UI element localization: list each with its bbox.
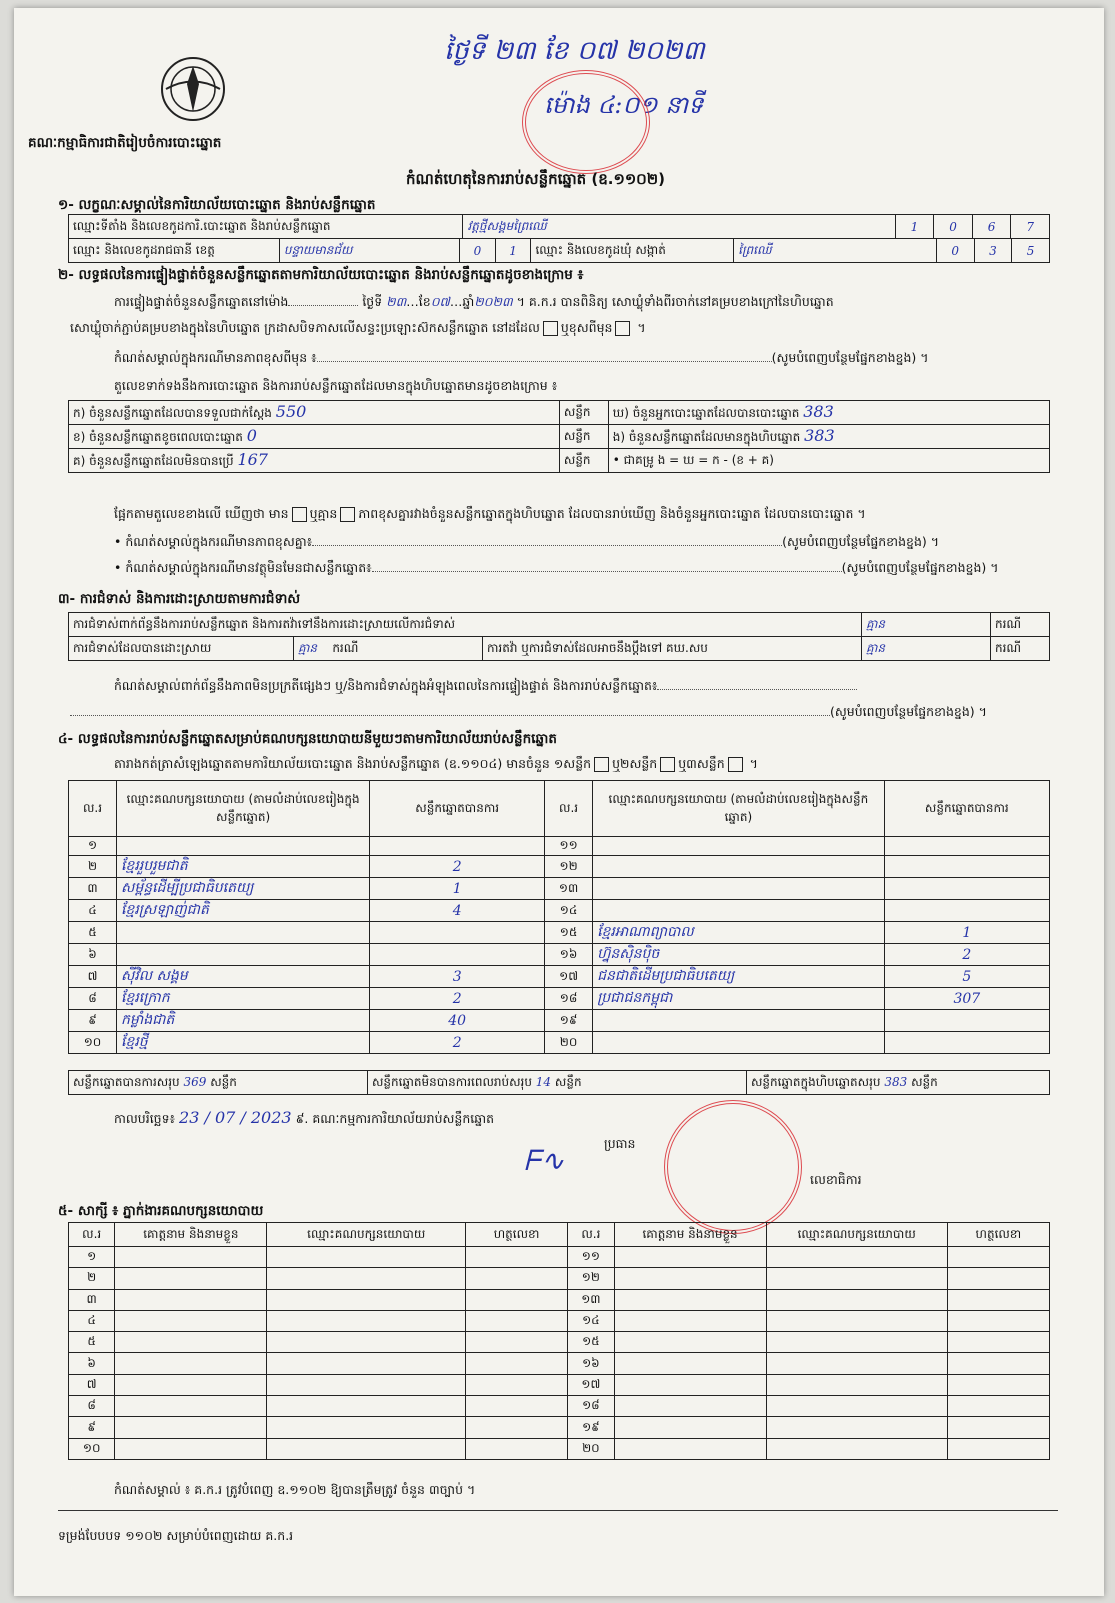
station-info-table: ឈ្មោះទីតាំង និងលេខកូដការិ.បោះឆ្នោត និងរាប់សន្លឹកឆ្នោត វត្តថ្មីសង្គមព្រៃឈើ 1 0 6 7 <box>68 214 1050 239</box>
result-row: ៩ កម្លាំងជាតិ 40 ១៩ <box>69 1010 1050 1032</box>
party-name <box>593 1032 885 1054</box>
red-seal-bottom <box>664 1100 802 1234</box>
party-results-table: ល.រ ឈ្មោះគណបក្សនយោបាយ (តាមលំដាប់លេខរៀងក្នុងសន្លឹកឆ្នោត) សន្លឹកឆ្នោតបានការ ល.រ ឈ្មោះគណបក្សនយោបាយ (តាមលំដាប់លេខរៀងក្នុងសន្លឹកឆ្នោត) សន្លឹកឆ្នោតបានការ ១ ១១ ២ ខ្មែររួបរួមជាតិ 2 ១២ ៣ សម្ព័ន្ធដើម្បីប្រជាធិបតេយ្យ 1 ១៣ ៤ ខ្មែរស្រឡាញ់ជាតិ 4 ១៤ ៥ ១៥ ខ្មែរអាណាព្យាបាល 1 ៦ ១៦ ហ្វ៊ុនស៊ិនប៉ិច 2 ៧ ស៊ីវិល សង្គម 3 ១៧ ជនជាតិដើមប្រជាធិបតេយ្យ 5 ៨ ខ្មែរក្រោក 2 ១៨ ប្រជាជនកម្ពុជា 307 ៩ កម្លាំងជាតិ 40 ១៩ ១០ ខ្មែរថ្មី 2 ២០ <box>68 780 1050 1054</box>
party-name: ខ្មែរថ្មី <box>116 1032 369 1054</box>
vote-count <box>370 922 545 944</box>
committee-name: គណៈកម្មាធិការជាតិរៀបចំការបោះឆ្នោត <box>28 135 222 151</box>
vote-count: 307 <box>884 988 1049 1010</box>
witness-row: ៦ ១៦ <box>69 1353 1050 1374</box>
party-name: ជនជាតិដើមប្រជាធិបតេយ្យ <box>593 966 885 988</box>
vote-count: 3 <box>370 966 545 988</box>
party-name <box>593 1010 885 1032</box>
section-2-intro: តួលេខទាក់ទងនឹងការបោះឆ្នោត និងការរាប់សន្លឹកឆ្នោតដែលមានក្នុងហិបឆ្នោតមានដូចខាងក្រោម ៖ <box>114 378 558 393</box>
result-row: ៧ ស៊ីវិល សង្គម 3 ១៧ ជនជាតិដើមប្រជាធិបតេយ្យ 5 <box>69 966 1050 988</box>
party-name <box>116 944 369 966</box>
vote-count: 4 <box>370 900 545 922</box>
party-name <box>593 856 885 878</box>
complaints-table: ការជំទាស់ពាក់ព័ន្ធនឹងការរាប់សន្លឹកឆ្នោត និងការតវ៉ាទៅនឹងការដោះស្រាយលើការជំទាស់ គ្មាន ករណី ការជំទាស់ដែលបានដោះស្រាយ គ្មាន ករណី ការតវ៉ា ឬការជំទាស់ដែលអាចនឹងប្ដឹងទៅ គឃ.សប គ្មាន ករណី <box>68 612 1050 661</box>
result-row: ១០ ខ្មែរថ្មី 2 ២០ <box>69 1032 1050 1054</box>
ballot-count-form-sheet: គណៈកម្មាធិការជាតិរៀបចំការបោះឆ្នោត ថ្ងៃទី ២៣ ខែ ០៧ ២០២៣ ម៉ោង ៤:០១ នាទី កំណត់ហេតុនៃការរាប់សន្លឹកឆ្នោត (ឧ.១១០២) ១- លក្ខណៈសម្គាល់នៃការិយាល័យបោះឆ្នោត និងរាប់សន្លឹកឆ្នោត ឈ្មោះទីតាំង និងលេខកូដការិ.បោះឆ្នោត និងរាប់សន្លឹកឆ្នោត វត្តថ្មីសង្គមព្រៃឈើ 1 0 6 7 ឈ្មោះ និងលេខកូដរាជធានី ខេត្ត បន្ទាយមានជ័យ 0 1 ឈ្មោះ និងលេខកូដឃុំ សង្កាត់ ព្រៃឈើ 0 3 5 ២- លទ្ធផលនៃការផ្ទៀងផ្ទាត់ចំនួនសន្លឹកឆ្នោតតាមការិយាល័យបោះឆ្នោត និងរាប់សន្លឹកឆ្នោតដូចខាងក្រោម ៖ ការផ្ទៀងផ្ទាត់ចំនួនសន្លឹកឆ្នោតនៅម៉ោង ថ្ងៃទី ២៣…ខែ០៧…ឆ្នាំ២០២៣ ។ គ.ក.រ បានពិនិត្យ សោឃ្លុំទាំងពីរចាក់នៅគម្របខាងក្រៅនៃហិបឆ្នោត សោឃ្លុំចាក់ភ្ជាប់គម្របខាងក្នុងនៃហិបឆ្នោត ក្រដាសបិទភាសលើសន្ទះប្រឡោះស៊កសន្លឹកឆ្នោត នៅដដែល ឬខុសពីមុន ។ កំណត់សម្គាល់ក្នុងករណីមានភាពខុសពីមុន ៖ (សូមបំពេញបន្ថែមផ្នែកខាងខ្នង) ។ តួលេខទាក់ទងនឹងការបោះឆ្នោត និងការរាប់សន្លឹកឆ្នោតដែលមានក្នុងហិបឆ្នោតមានដូចខាងក្រោម ៖ ក) ចំនួនសន្លឹកឆ្នោតដែលបានទទួលជាក់ស្តែង 550 សន្លឹក ឃ) ចំនួនអ្នកបោះឆ្នោតដែលបានបោះឆ្នោត 383 ខ) ចំនួនសន្លឹកឆ្នោតខូចពេលបោះឆ្នោត 0 សន្លឹក ង) ចំនួនសន្លឹកឆ្នោតដែលមានក្នុងហិបឆ្នោត 383 គ) ចំនួនសន្លឹកឆ្នោតដែលមិនបានប្រើ 167 សន្លឹក • ជាគម្រូ ង = ឃ = ក - (ខ + គ) ផ្អែកតាមតួលេខខាងលើ ឃើញថា មាន ឬគ្មាន ភាពខុសគ្នារវាងចំនួនសន្លឹកឆ្នោតក្នុងហិបឆ្នោត ដែលបានរាប់ឃើញ និងចំនួនអ្នកបោះឆ្នោត ដែលបានបោះឆ្នោត ។ • កំណត់សម្គាល់ក្នុងករណីមានភាពខុសគ្នា៖ (សូមបំពេញបន្ថែមផ្នែកខាងខ្នង) ។ • កំណត់សម្គាល់ក្នុងករណីមានវត្ថុមិនមែនជាសន្លឹកឆ្នោត៖ (សូមបំពេញបន្ថែមផ្នែកខាងខ្នង) ។ ៣- ការជំទាស់ និងការដោះស្រាយតាមការជំទាស់ ការជំទាស់ពាក់ព័ន្ធនឹងការរាប់សន្លឹកឆ្នោត និងការតវ៉ាទៅនឹងការដោះស្រាយលើការជំទាស់ គ្មាន ករណី ការជំទាស់ដែលបានដោះស្រាយ គ្មាន ករណី ការតវ៉ា ឬការជំទាស់ដែលអាចនឹងប្ដឹងទៅ គឃ.សប គ្មាន ករណី កំណត់សម្គាល់ពាក់ព័ន្ធនឹងភាពមិនប្រក្រតីផ្សេងៗ ឬ/និងការជំទាស់ក្នុងអំឡុងពេលនៃការផ្ទៀងផ្ទាត់ និងការរាប់សន្លឹកឆ្នោត៖ (សូមបំពេញបន្ថែមផ្នែកខាងខ្នង) ។ ៤- លទ្ធផលនៃការរាប់សន្លឹកឆ្នោតសម្រាប់គណបក្សនយោបាយនីមួយៗតាមការិយាល័យរាប់សន្លឹកឆ្នោត តារាងកត់ត្រាសំឡេងឆ្នោតតាមការិយាល័យបោះឆ្នោត និងរាប់សន្លឹកឆ្នោត (ឧ.១១០៤) មានចំនួន ១សន្លឹក ឬ២សន្លឹក ឬ៣សន្លឹក ។ ល.រ ឈ្មោះគណបក្សនយោបាយ (តាមលំដាប់លេខរៀងក្នុងសន្លឹកឆ្នោត) សន្លឹកឆ្នោតបានការ ល.រ ឈ្មោះគណបក្សនយោបាយ (តាមលំដាប់លេខរៀងក្នុងសន្លឹកឆ្នោត) សន្លឹកឆ្នោតបានការ ១ ១១ ២ ខ្មែររួបរួមជាតិ 2 ១២ ៣ សម្ព័ន្ធដើម្បីប្រជាធិបតេយ្យ 1 ១៣ ៤ ខ្មែរស្រឡាញ់ជាតិ 4 ១៤ ៥ ១៥ ខ្មែរអាណាព្យាបាល 1 ៦ ១៦ ហ្វ៊ុនស៊ិនប៉ិច 2 ៧ ស៊ីវិល សង្គម 3 ១៧ ជនជាតិដើមប្រជាធិបតេយ្យ 5 ៨ ខ្មែរក្រោក 2 ១៨ ប្រជាជនកម្ពុជា 307 ៩ កម្លាំងជាតិ 40 ១៩ ១០ ខ្មែរថ្មី 2 ២០ សន្លឹកឆ្នោតបានការសរុប 369 សន្លឹក សន្លឹកឆ្នោតមិនបានការពេលរាប់សរុប 14 សន្លឹក សន្លឹកឆ្នោតក្នុងហិបឆ្នោតសរុប 383 សន្លឹក កាលបរិច្ឆេទ៖ 23 / 07 / 2023 ៩. គណៈកម្មការការិយាល័យរាប់សន្លឹកឆ្នោត ប្រធាន ᖴ∿ លេខាធិការ ៥- សាក្សី ៖ ភ្នាក់ងារគណបក្សនយោបាយ ល.រ គោត្តនាម និងនាមខ្លួន ឈ្មោះគណបក្សនយោបាយ ហត្ថលេខា ល.រ គោត្តនាម និងនាមខ្លួន ឈ្មោះគណបក្សនយោបាយ ហត្ថលេខា ១ ១១ ២ ១២ ៣ ១៣ ៤ ១៤ ៥ ១៥ ៦ ១៦ ៧ ១៧ ៨ ១៨ ៩ ១៩ ១០ ២០ កំណត់សម្គាល់ ៖ គ.ក.រ ត្រូវបំពេញ ឧ.១១០២ ឱ្យបានត្រឹមត្រូវ ចំនួន ៣ច្បាប់ ។ ទម្រង់បែបបទ ១១០២ សម្រាប់បំពេញដោយ គ.ក.រ <box>14 8 1104 1596</box>
witness-row: ៧ ១៧ <box>69 1374 1050 1395</box>
vote-count: 1 <box>370 878 545 900</box>
party-name <box>593 837 885 856</box>
party-name: ប្រជាជនកម្ពុជា <box>593 988 885 1010</box>
red-seal-top <box>522 70 650 174</box>
party-name: ខ្មែរស្រឡាញ់ជាតិ <box>116 900 369 922</box>
result-row: ៦ ១៦ ហ្វ៊ុនស៊ិនប៉ិច 2 <box>69 944 1050 966</box>
witness-row: ៣ ១៣ <box>69 1289 1050 1310</box>
station-name-label: ឈ្មោះទីតាំង និងលេខកូដការិ.បោះឆ្នោត និងរាប់សន្លឹកឆ្នោត <box>69 215 463 239</box>
checkbox-has[interactable] <box>292 507 307 522</box>
nec-emblem-icon <box>154 54 232 124</box>
section-2-line-2: សោឃ្លុំចាក់ភ្ជាប់គម្របខាងក្នុងនៃហិបឆ្នោត ក្រដាសបិទភាសលើសន្ទះប្រឡោះស៊កសន្លឹកឆ្នោត នៅដដែល ឬខុសពីមុន ។ <box>70 320 646 335</box>
signature-chair: ᖴ∿ <box>524 1144 565 1177</box>
handwritten-date-top: ថ្ងៃទី ២៣ ខែ ០៧ ២០២៣ <box>444 36 705 66</box>
result-row: ៣ សម្ព័ន្ធដើម្បីប្រជាធិបតេយ្យ 1 ១៣ <box>69 878 1050 900</box>
result-row: ៤ ខ្មែរស្រឡាញ់ជាតិ 4 ១៤ <box>69 900 1050 922</box>
result-row: ៨ ខ្មែរក្រោក 2 ១៨ ប្រជាជនកម្ពុជា 307 <box>69 988 1050 1010</box>
party-name <box>593 878 885 900</box>
vote-count: 5 <box>884 966 1049 988</box>
party-name <box>593 900 885 922</box>
witness-table: ល.រ គោត្តនាម និងនាមខ្លួន ឈ្មោះគណបក្សនយោបាយ ហត្ថលេខា ល.រ គោត្តនាម និងនាមខ្លួន ឈ្មោះគណបក្សនយោបាយ ហត្ថលេខា ១ ១១ ២ ១២ ៣ ១៣ ៤ ១៤ ៥ ១៥ ៦ ១៦ ៧ ១៧ ៨ ១៨ ៩ ១៩ ១០ ២០ <box>68 1222 1050 1460</box>
vote-count <box>884 856 1049 878</box>
party-name: ខ្មែររួបរួមជាតិ <box>116 856 369 878</box>
station-name-value: វត្តថ្មីសង្គមព្រៃឈើ <box>463 215 895 239</box>
vote-count: 2 <box>370 988 545 1010</box>
result-row: ១ ១១ <box>69 837 1050 856</box>
witness-row: ៤ ១៤ <box>69 1310 1050 1331</box>
vote-count <box>884 1032 1049 1054</box>
party-name: សម្ព័ន្ធដើម្បីប្រជាធិបតេយ្យ <box>116 878 369 900</box>
vote-count: 1 <box>884 922 1049 944</box>
checkbox-none[interactable] <box>340 507 355 522</box>
vote-count <box>884 837 1049 856</box>
witness-row: ៨ ១៨ <box>69 1396 1050 1417</box>
party-name: ខ្មែរក្រោក <box>116 988 369 1010</box>
vote-count: 2 <box>370 1032 545 1054</box>
witness-row: ២ ១២ <box>69 1268 1050 1289</box>
section-3-title: ៣- ការជំទាស់ និងការដោះស្រាយតាមការជំទាស់ <box>58 591 301 607</box>
vote-count <box>370 944 545 966</box>
checkbox-same[interactable] <box>543 321 558 336</box>
party-name: កម្លាំងជាតិ <box>116 1010 369 1032</box>
vote-count <box>370 837 545 856</box>
check-line: ផ្អែកតាមតួលេខខាងលើ ឃើញថា មាន ឬគ្មាន ភាពខុសគ្នារវាងចំនួនសន្លឹកឆ្នោតក្នុងហិបឆ្នោត ដែលបានរាប់ឃើញ និងចំនួនអ្នកបោះឆ្នោត ដែលបានបោះឆ្នោត ។ <box>114 506 866 521</box>
section-5-title: ៥- សាក្សី ៖ ភ្នាក់ងារគណបក្សនយោបាយ <box>58 1203 264 1219</box>
result-row: ៥ ១៥ ខ្មែរអាណាព្យាបាល 1 <box>69 922 1050 944</box>
counts-table: ក) ចំនួនសន្លឹកឆ្នោតដែលបានទទួលជាក់ស្តែង 550 សន្លឹក ឃ) ចំនួនអ្នកបោះឆ្នោតដែលបានបោះឆ្នោត 383 ខ) ចំនួនសន្លឹកឆ្នោតខូចពេលបោះឆ្នោត 0 សន្លឹក ង) ចំនួនសន្លឹកឆ្នោតដែលមានក្នុងហិបឆ្នោត 383 គ) ចំនួនសន្លឹកឆ្នោតដែលមិនបានប្រើ 167 សន្លឹក • ជាគម្រូ ង = ឃ = ក - (ខ + គ) <box>68 400 1050 473</box>
witness-row: ៥ ១៥ <box>69 1332 1050 1353</box>
section-2-line-1: ការផ្ទៀងផ្ទាត់ចំនួនសន្លឹកឆ្នោតនៅម៉ោង ថ្ងៃទី ២៣…ខែ០៧…ឆ្នាំ២០២៣ ។ គ.ក.រ បានពិនិត្យ សោឃ្លុំទាំងពីរចាក់នៅគម្របខាងក្រៅនៃហិបឆ្នោត <box>114 294 834 309</box>
party-name: ហ្វ៊ុនស៊ិនប៉ិច <box>593 944 885 966</box>
party-name <box>116 837 369 856</box>
witness-row: ១០ ២០ <box>69 1438 1050 1459</box>
checkbox-different[interactable] <box>615 321 630 336</box>
witness-row: ១ ១១ <box>69 1247 1050 1268</box>
vote-count: 40 <box>370 1010 545 1032</box>
section-1-title: ១- លក្ខណៈសម្គាល់នៃការិយាល័យបោះឆ្នោត និងរាប់សន្លឹកឆ្នោត <box>58 197 376 213</box>
section-2-note: កំណត់សម្គាល់ក្នុងករណីមានភាពខុសពីមុន ៖ (សូមបំពេញបន្ថែមផ្នែកខាងខ្នង) ។ <box>114 350 929 365</box>
section-2-title: ២- លទ្ធផលនៃការផ្ទៀងផ្ទាត់ចំនួនសន្លឹកឆ្នោតតាមការិយាល័យបោះឆ្នោត និងរាប់សន្លឹកឆ្នោតដូចខាងក្រោម ៖ <box>58 267 584 283</box>
results-totals: សន្លឹកឆ្នោតបានការសរុប 369 សន្លឹក សន្លឹកឆ្នោតមិនបានការពេលរាប់សរុប 14 សន្លឹក សន្លឹកឆ្នោតក្នុងហិបឆ្នោតសរុប 383 សន្លឹក <box>68 1070 1050 1095</box>
section-4-title: ៤- លទ្ធផលនៃការរាប់សន្លឹកឆ្នោតសម្រាប់គណបក្សនយោបាយនីមួយៗតាមការិយាល័យរាប់សន្លឹកឆ្នោត <box>58 731 557 747</box>
vote-count: 2 <box>370 856 545 878</box>
vote-count <box>884 878 1049 900</box>
party-name <box>116 922 369 944</box>
result-row: ២ ខ្មែររួបរួមជាតិ 2 ១២ <box>69 856 1050 878</box>
vote-count <box>884 1010 1049 1032</box>
vote-count: 2 <box>884 944 1049 966</box>
party-name: ខ្មែរអាណាព្យាបាល <box>593 922 885 944</box>
vote-count <box>884 900 1049 922</box>
handwritten-time-top: ម៉ោង ៤:០១ នាទី <box>544 91 704 119</box>
party-name: ស៊ីវិល សង្គម <box>116 966 369 988</box>
form-title: កំណត់ហេតុនៃការរាប់សន្លឹកឆ្នោត (ឧ.១១០២) <box>406 170 666 188</box>
location-info-table: ឈ្មោះ និងលេខកូដរាជធានី ខេត្ត បន្ទាយមានជ័យ 0 1 ឈ្មោះ និងលេខកូដឃុំ សង្កាត់ ព្រៃឈើ 0 3 5 <box>68 238 1050 263</box>
witness-row: ៩ ១៩ <box>69 1417 1050 1438</box>
